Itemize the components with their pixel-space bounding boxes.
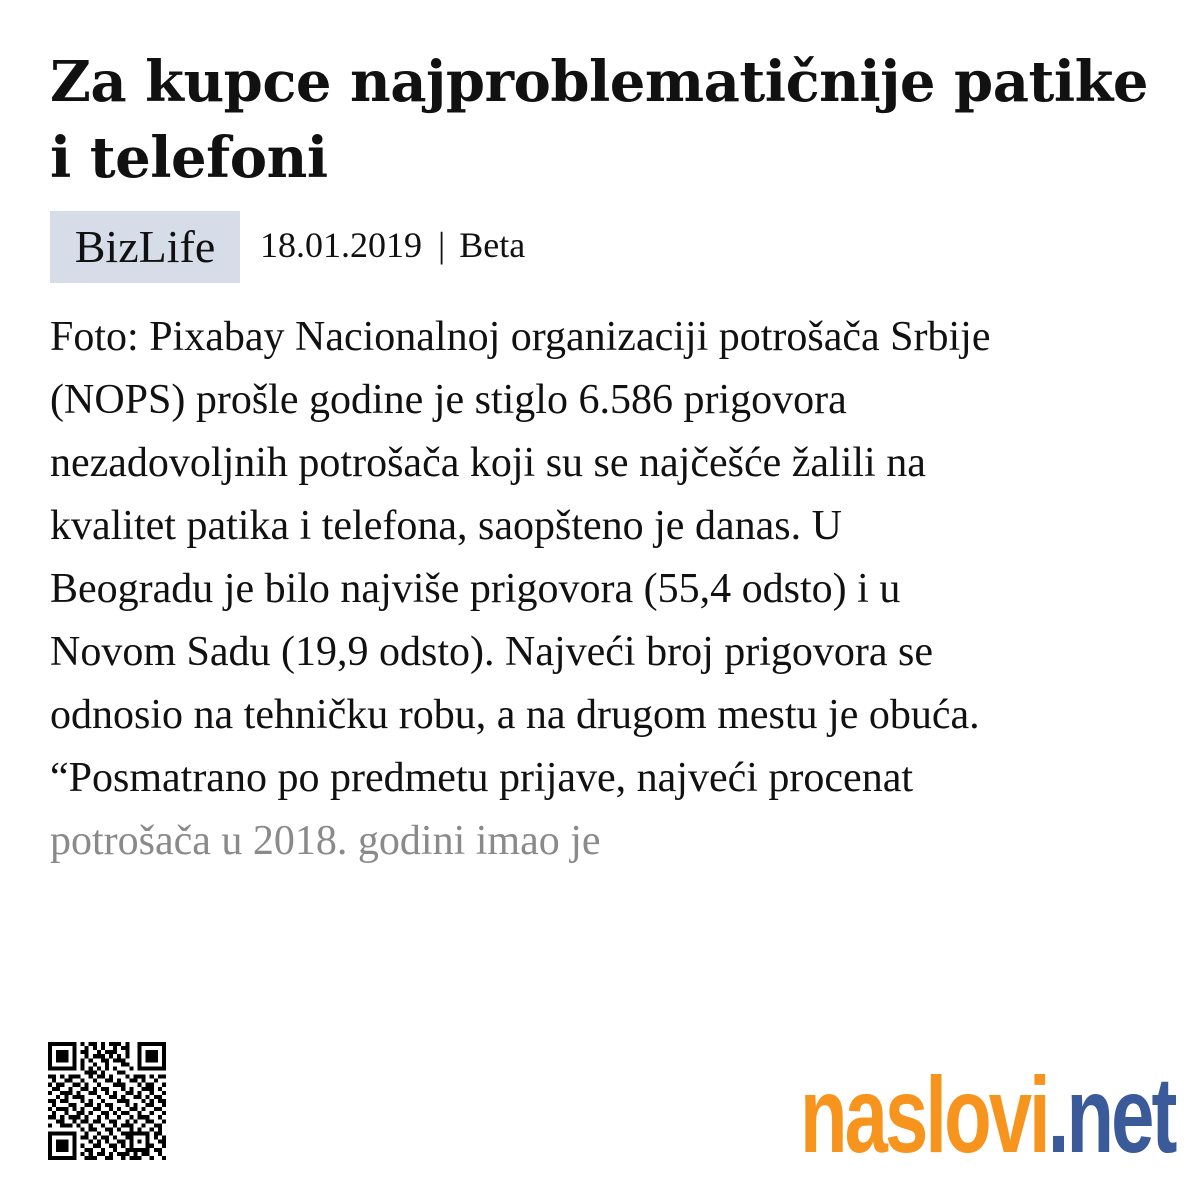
logo-brand: naslovi <box>800 1054 1048 1175</box>
article-meta <box>50 211 525 283</box>
naslovi-logo[interactable] <box>800 1054 1175 1175</box>
article-date: 18.01.2019 <box>260 225 422 265</box>
body-line: Novom Sadu (19,9 odsto). Najveći broj prigovora se <box>50 629 934 675</box>
body-line: kvalitet patika i telefona, saopšteno je danas. U <box>50 503 842 549</box>
meta-separator: | <box>438 225 446 265</box>
article-title: Za kupce najproblematičnije patike i telefoni <box>50 49 1149 191</box>
body-line: nezadovoljnih potrošača koji su se najčešće žalili na <box>50 440 926 486</box>
source-badge[interactable]: BizLife <box>50 211 240 283</box>
qr-code-icon[interactable] <box>48 1040 166 1162</box>
article-meta-info <box>260 225 525 265</box>
body-line-faded: potrošača u 2018. godini imao je <box>50 818 601 864</box>
body-line: Foto: Pixabay Nacionalnoj organizaciji potrošača Srbije <box>50 314 991 360</box>
article-body <box>50 306 1170 873</box>
body-line: (NOPS) prošle godine je stiglo 6.586 prigovora <box>50 377 847 423</box>
body-line: odnosio na tehničku robu, a na drugom mestu je obuća. <box>50 692 980 738</box>
body-line: Beogradu je bilo najviše prigovora (55,4 odsto) i u <box>50 566 901 612</box>
article-author: Beta <box>459 225 526 265</box>
body-line: “Posmatrano po predmetu prijave, najveći procenat <box>50 755 914 801</box>
logo-tld: .net <box>1047 1054 1175 1175</box>
